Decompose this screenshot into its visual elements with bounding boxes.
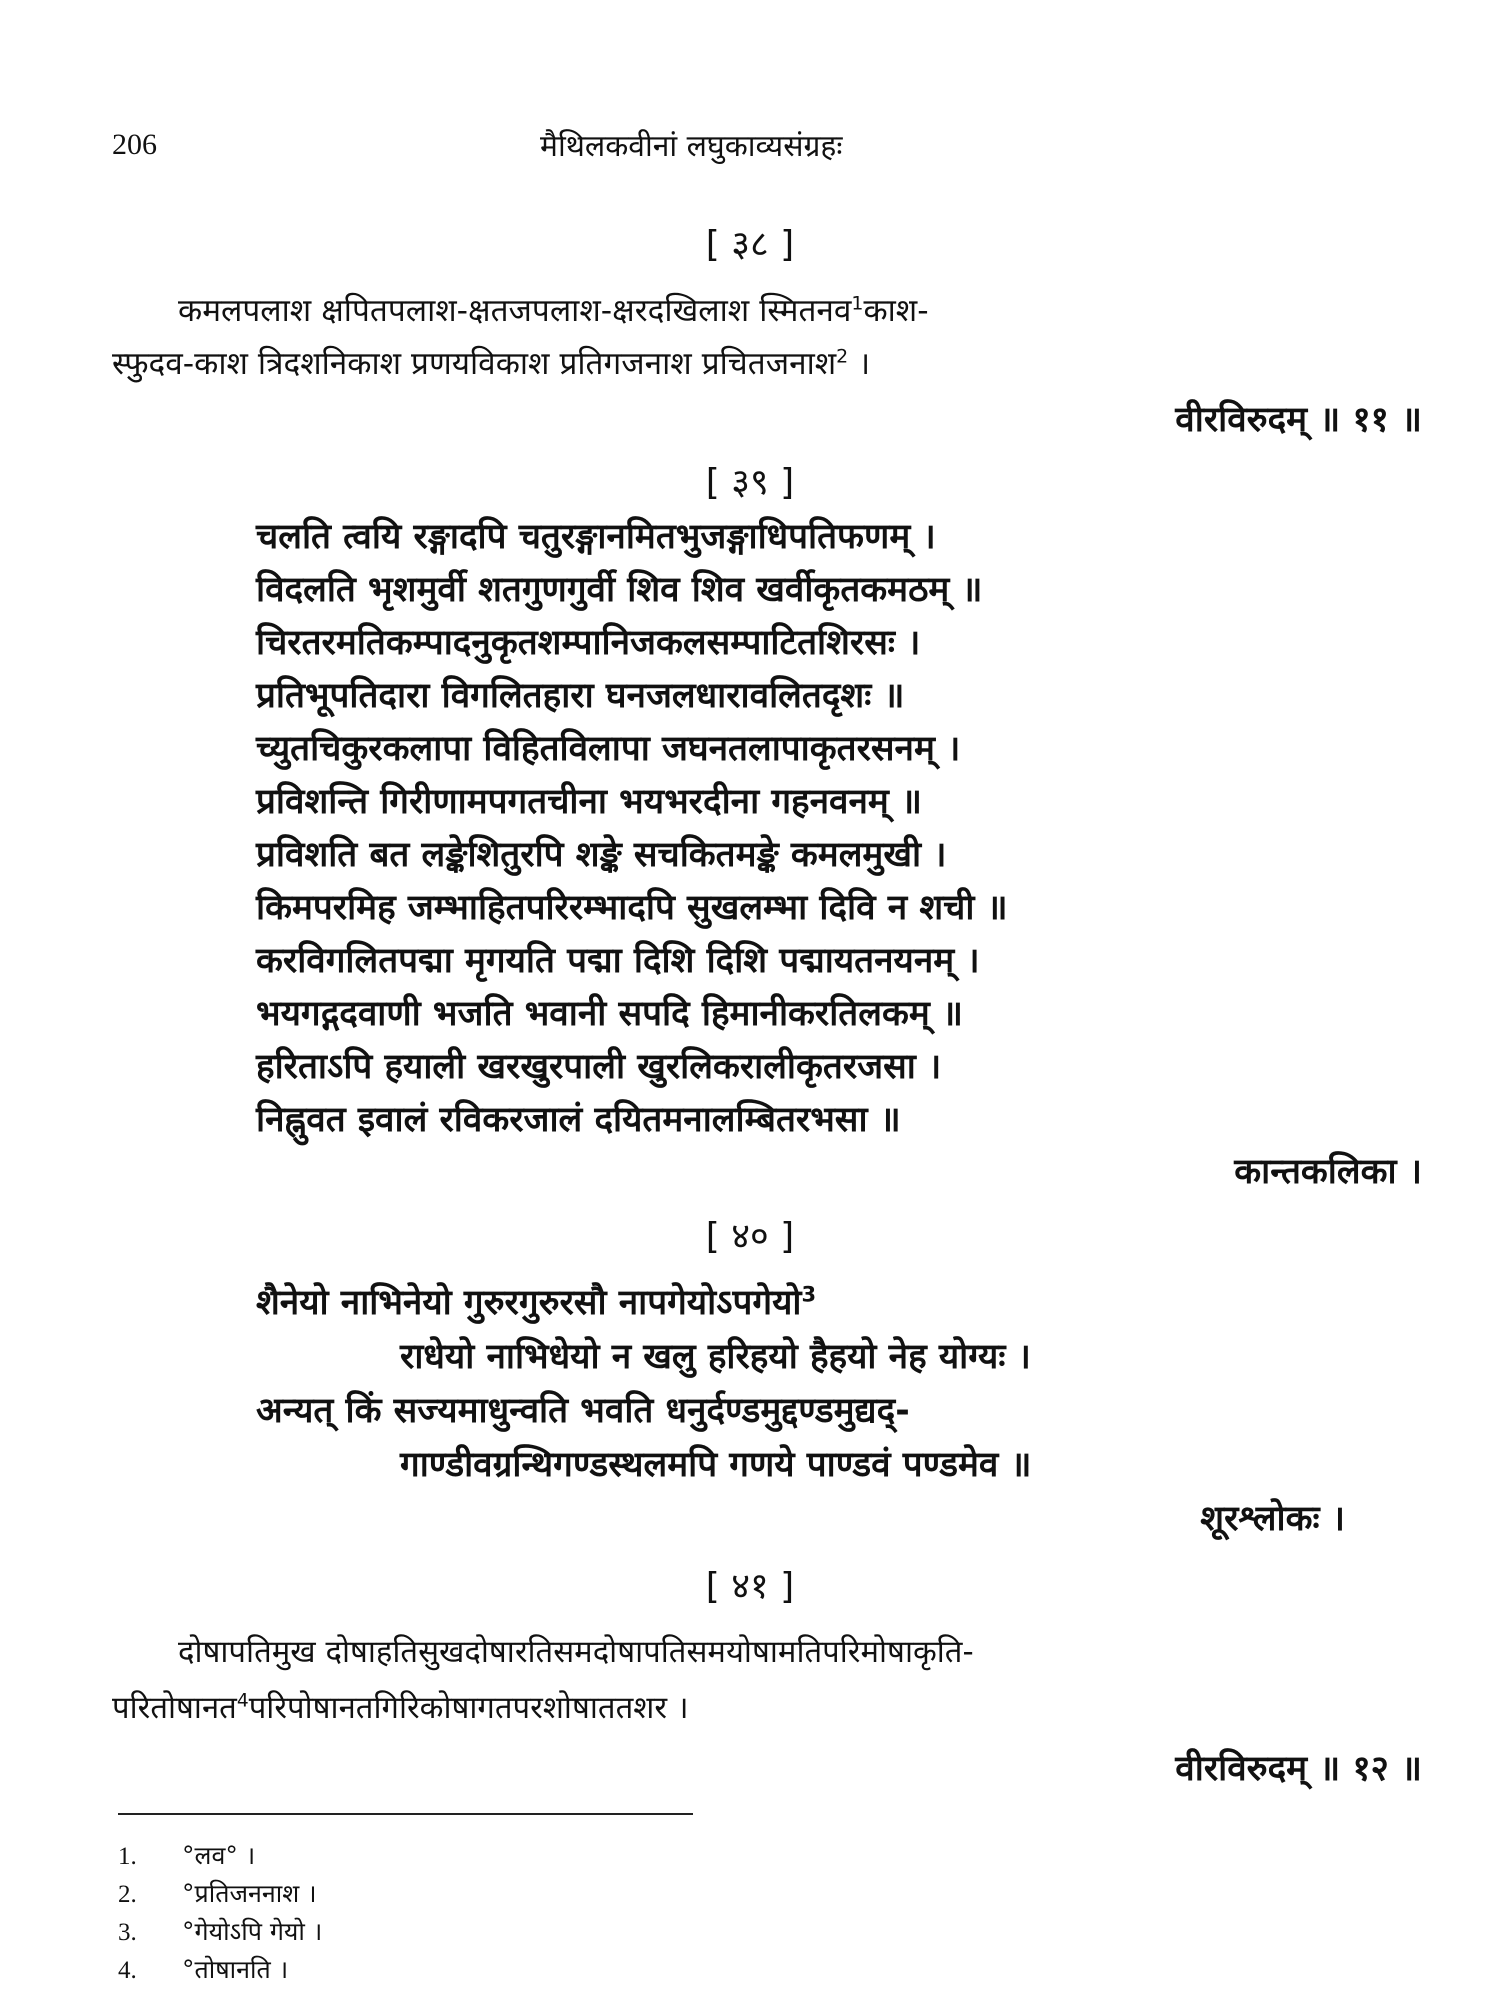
verse-39-line-3: चिरतरमतिकम्पादनुकृतशम्पानिजकलसम्पाटितशिरसः । — [256, 623, 921, 663]
section-heading-41: [ ४१ ] — [705, 1566, 795, 1607]
footnote-ref-2[interactable]: 2 — [836, 345, 849, 368]
verse-39-line-7: प्रविशति बत लङ्केशितुरपि शङ्के सचकितमङ्के कमलमुखी । — [256, 835, 947, 875]
section-38-line-1: कमलपलाश क्षपितपलाश-क्षतजपलाश-क्षरदखिलाश स्मितनव$^1$काश- — [178, 292, 929, 329]
running-head-title: मैथिलकवीनां लघुकाव्यसंग्रहः — [540, 129, 843, 164]
section-heading-39: [ ३९ ] — [705, 462, 795, 503]
footnote-2: 2. °प्रतिजननाश । — [118, 1879, 317, 1908]
verse-39-line-6: प्रविशन्ति गिरीणामपगतचीना भयभरदीना गहनवनम् ॥ — [256, 782, 923, 822]
verse-39-line-11: हरिताऽपि हयाली खरखुरपाली खुरलिकरालीकृतरजसा । — [256, 1047, 942, 1087]
section-41-line-1: दोषापतिमुख दोषाहतिसुखदोषारतिसमदोषापतिसमयोषामतिपरिमोषाकृति- — [178, 1634, 974, 1670]
page-number: 206 — [112, 128, 157, 161]
footnote-ref-1[interactable]: 1 — [851, 292, 864, 315]
section-38-line-2: स्फुदव-काश त्रिदशनिकाश प्रणयविकाश प्रतिगजनाश प्रचितजनाश$^2$ । — [112, 345, 871, 382]
section-41-line-2: परितोषानत$^4$परिपोषानतगिरिकोषागतपरशोषाततशर । — [112, 1690, 689, 1726]
verse-39-line-5: च्युतचिकुरकलापा विहितविलापा जघनतलापाकृतरसनम् । — [256, 729, 961, 769]
section-38-signature: वीरविरुदम् ॥ ११ ॥ — [1175, 400, 1422, 440]
footnote-1: 1. °लव° । — [118, 1841, 256, 1870]
verse-40-line-2: राधेयो नाभिधेयो न खलु हरिहयो हैहयो नेह योग्यः । — [400, 1337, 1031, 1377]
verse-40-line-1: शैनेयो नाभिनेयो गुरुरगुरुरसौ नापगेयोऽपगेयो$^3$ — [256, 1282, 817, 1323]
section-40-signature: शूरश्लोकः । — [1200, 1499, 1345, 1539]
verse-39-line-10: भयगद्गदवाणी भजति भवानी सपदि हिमानीकरतिलकम् ॥ — [256, 994, 963, 1034]
verse-39-line-9: करविगलितपद्मा मृगयति पद्मा दिशि दिशि पद्मायतनयनम् । — [256, 941, 980, 981]
footnote-ref-4[interactable]: 4 — [236, 1690, 249, 1712]
footnote-3: 3. °गेयोऽपि गेयो । — [118, 1917, 323, 1946]
verse-40-line-3: अन्यत् किं सज्यमाधुन्वति भवति धनुर्दण्डमुद्दण्डमुद्यद्- — [256, 1391, 910, 1431]
verse-39-line-1: चलति त्वयि रङ्गादपि चतुरङ्गानमितभुजङ्गाधिपतिफणम् । — [256, 517, 936, 557]
footnote-divider — [118, 1813, 693, 1815]
verse-39-line-12: निह्नुवत इवालं रविकरजालं दयितमनालम्बितरभसा ॥ — [256, 1100, 901, 1140]
section-41-signature: वीरविरुदम् ॥ १२ ॥ — [1175, 1749, 1422, 1789]
verse-39-line-2: विदलति भृशमुर्वी शतगुणगुर्वी शिव शिव खर्वीकृतकमठम् ॥ — [256, 570, 983, 610]
footnote-4: 4. °तोषानति । — [118, 1955, 289, 1984]
section-heading-38: [ ३८ ] — [705, 224, 795, 265]
verse-39-line-4: प्रतिभूपतिदारा विगलितहारा घनजलधारावलितदृशः ॥ — [256, 676, 905, 716]
verse-40-line-4: गाण्डीवग्रन्थिगण्डस्थलमपि गणये पाण्डवं पण्डमेव ॥ — [400, 1445, 1032, 1485]
verse-39-line-8: किमपरमिह जम्भाहितपरिरम्भादपि सुखलम्भा दिवि न शची ॥ — [256, 888, 1008, 928]
footnote-ref-3[interactable]: 3 — [801, 1282, 817, 1307]
section-39-signature: कान्तकलिका । — [1234, 1152, 1422, 1192]
section-heading-40: [ ४० ] — [705, 1216, 795, 1257]
